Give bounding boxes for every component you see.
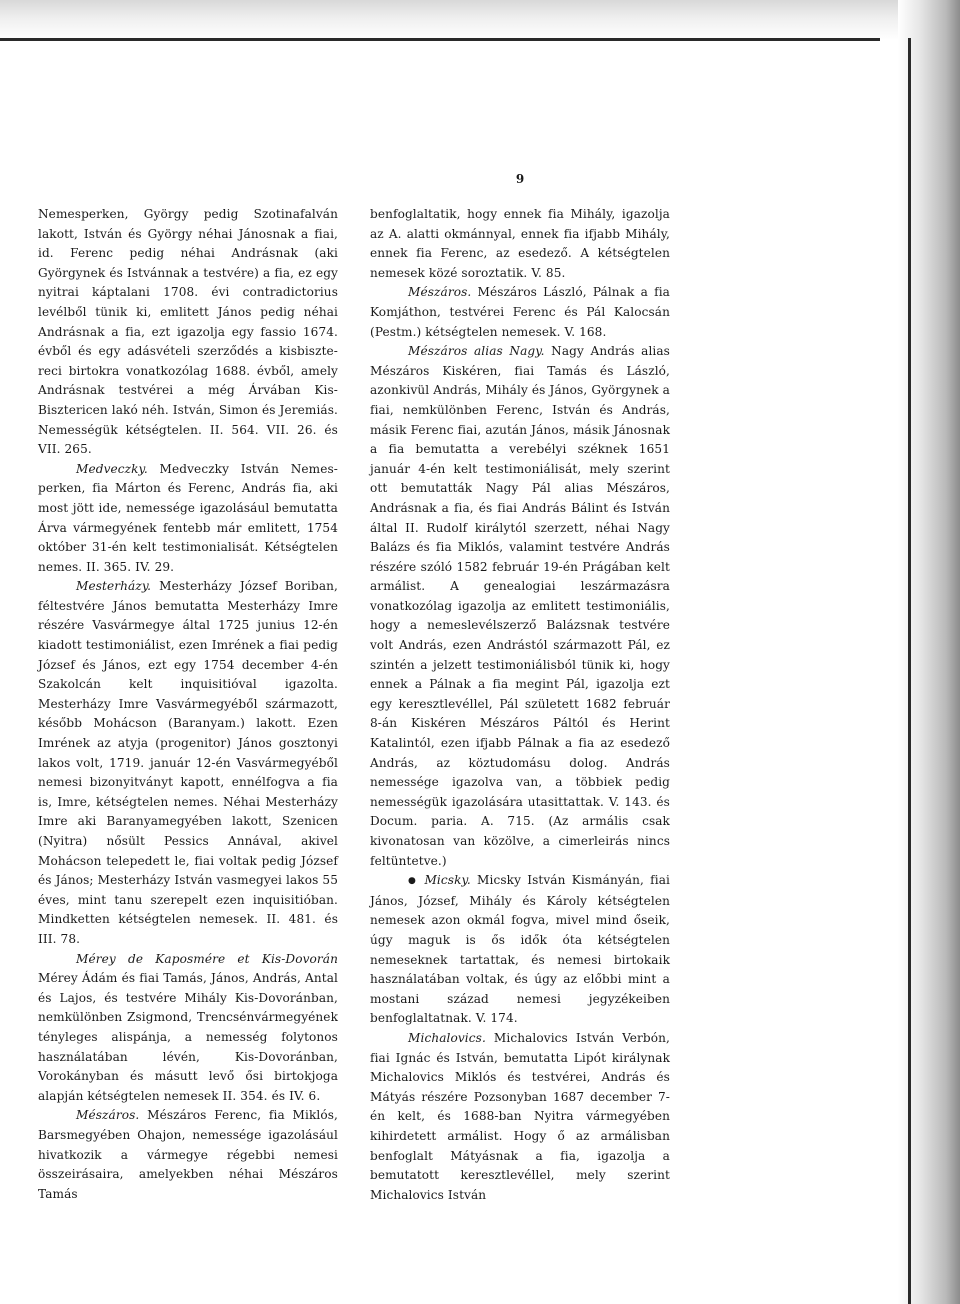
entry-meszaros-ferenc bbox=[38, 1106, 338, 1204]
scan-top-rule bbox=[0, 38, 880, 41]
paragraph bbox=[370, 205, 670, 283]
entry-text: Mesterházy József Boriban, féltestvére János bemutatta Mesterházy Imre részére Vasvármegye által 1725 junius 12-én kiadott testimoniálist, ezen Imrének a fiai pedig József és János, ezt egy 1754 december 4-én Szakolcán kelt inquisitióval igazolta. Mesterházy Imre Vasvármegyéből származott, később Mohácson (Baranyam.) lakott. Ezen Imrének az atyja (progenitor) János gosztonyi lakos volt, 1719. január 12-én Vasvármegyéből nemesi bizonyitványt kapott, ennélfogva a fia is, Imre, kétségtelen nemes. Néhai Mesterházy Imre aki Baranyamegyében lakott, Szenicen (Nyitra) nősült Pessics Annával, akivel Mohácson telepedett le, fiai voltak pedig József és János; Mesterházy István vasmegyei lakos 55 éves, mint tanu szerepelt ezen inquisitióban. Mindketten kétségtelen nemesek. II. 481. és III. 78. bbox=[38, 579, 338, 946]
paragraph bbox=[38, 205, 338, 460]
entry-micsky bbox=[370, 871, 670, 1029]
entry-text: Micsky István Kismányán, fiai János, József, Mihály és Károly kétségtelen nemesek azon okmál fogva, mivel mind őseik, úgy maguk is ős idők óta kétségtelen nemeseknek tartattak, és nemesi birtokaik használatában voltak, és úgy az előbbi mint a mostani század nemesi jegyzékeiben benfoglaltatnak. V. 174. bbox=[370, 873, 670, 1026]
scan-right-edge bbox=[898, 0, 960, 1304]
scan-top-edge bbox=[0, 0, 960, 56]
entry-text: Mészáros László, Pálnak a fia Komjáthon, testvérei Ferenc és Pál Kalocsán (Pestm.) kétségtelen nemesek. V. 168. bbox=[370, 285, 670, 339]
entry-text: Medveczky István Nemes-perken, fia Márton és Ferenc, András fia, aki most jött ide, nemessége igazolásául bemutatta Árva vármegyének fentebb már emlitett, 1754 október 31-én kelt testimonialisát. Kétségtelen nemes. II. 365. IV. 29. bbox=[38, 461, 338, 574]
entry-text: Michalovics István Verbón, fiai Ignác és István, bemutatta Lipót királynak Michalovics Miklós és testvérei, András és Mátyás részére Pozsonyban 1687 december 7-én kelt, és 1688-ban Nyitra vármegyében kihirdetett armálist. Hogy ő az armálisban benfoglalt Mátyásnak a fia, igazolja a bemutatott keresztlevéllel, mely szerint Michalovics István bbox=[370, 1030, 670, 1202]
entry-heading: Michalovics. bbox=[408, 1030, 486, 1045]
bullet-icon: ● bbox=[408, 876, 419, 887]
entry-michalovics bbox=[370, 1029, 670, 1205]
entry-heading: Mészáros alias Nagy. bbox=[408, 344, 545, 359]
entry-text: Nagy András alias Mészáros Kiskéren, fiai Tamás és László, azonkivül András, Mihály és János, Györgynek a fiai, nemkülönben Ferenc, István és András, másik Ferenc fiai, azután János, másik Jánosnak a fia bemutatta a verebélyi széknek 1651 január 4-én kelt testimoniálisát, mely szerint ott bemutatták Nagy Pál alias Mészáros, Andrásnak a fia, és fiai András Bálint és István által II. Rudolf királytól szerzett, néhai Nagy Balázs és fia Miklós, valamint testvére András részére szóló 1582 február 19-én Prágában kelt armálist. A genealogiai leszármazásra vonatkozólag igazolja az emlitett testimoniális, hogy a nemeslevélszerző Balázsnak testvére volt András, ezen Andrástól származott Pál, ez szintén a jelzett testimoniálisból tünik ki, hogy ennek a Pálnak a fia megint Pál, igazolja ezt egy keresztlevéllel, Pál született 1682 február 8-án Kiskéren Mészáros Páltól és Herint Katalintól, ezen ifjabb Pálnak a fia az esedező András, az köztudomásu dolog. András nemessége igazolva van, a többiek pedig nemességük igazolására utasittattak. V. 143. és Docum. paria. A. 715. (Az armális csak kivonatosan van közölve, a cimerleirás nincs feltüntetve.) bbox=[370, 344, 670, 868]
entry-text: Mérey Ádám és fiai Tamás, János, András, Antal és Lajos, és testvére Mihály Kis-Dovoránban, nemkülönben Zsigmond, Trencsénvármegyének tényleges alispánja, a nemesség folytonos használatában lévén, Kis-Dovoránban, Vorokányban és másutt levő ősi birtokjoga alapján kétségtelen nemesek II. 354. és IV. 6. bbox=[38, 971, 338, 1103]
scan-right-rule bbox=[908, 38, 911, 1304]
paragraph-text: Nemesperken, György pedig Szotinafalván lakott, István és György néhai Jánosnak a fiai, id. Ferenc pedig néhai Andrásnak (aki Györgynek és Istvánnak a testvére) a fia, ez egy nyitrai káptalani 1708. évi contradictorius levélből tünik ki, emlitett János pedig néhai Andrásnak a fia, ezt igazolja egy fassio 1674. évből és egy adásvételi szerződés a kisbiszte-reci birtokra vonatkozólag 1688. évből, amely Andrásnak testvérei a még Árvában Kis-Bisztericen lakó néh. István, Simon és Jeremiás. Nemességük kétségtelen. II. 564. VII. 26. és VII. 265. bbox=[38, 207, 338, 457]
entry-heading: Mészáros. bbox=[408, 285, 472, 300]
entry-heading: Mérey de Kaposmére et Kis-Dovorán bbox=[76, 951, 338, 966]
entry-heading: Mészáros. bbox=[76, 1108, 140, 1123]
paragraph-text: benfoglaltatik, hogy ennek fia Mihály, igazolja az A. alatti okmánnyal, ennek fia ifjabb Mihály, ennek fia Ferenc, az esedező. A kétségtelen nemesek közé soroztatik. V. 85. bbox=[370, 207, 670, 280]
entry-heading: Micsky. bbox=[424, 873, 471, 888]
entry-heading: Medveczky. bbox=[76, 461, 148, 476]
right-column bbox=[370, 205, 670, 1205]
entry-medveczky bbox=[38, 460, 338, 578]
entry-text: Mészáros Ferenc, fia Miklós, Barsmegyében Ohajon, nemessége igazolásául hivatkozik a vármegye régebbi nemesi összeirásaira, amelyekben néhai Mészáros Tamás bbox=[38, 1108, 338, 1201]
entry-meszaros-nagy bbox=[370, 342, 670, 871]
entry-heading: Mesterházy. bbox=[76, 579, 152, 594]
page-number: 9 bbox=[515, 172, 525, 186]
left-column bbox=[38, 205, 338, 1204]
entry-meszaros-laszlo bbox=[370, 283, 670, 342]
entry-mesterhazy bbox=[38, 577, 338, 949]
entry-merey bbox=[38, 950, 338, 1107]
